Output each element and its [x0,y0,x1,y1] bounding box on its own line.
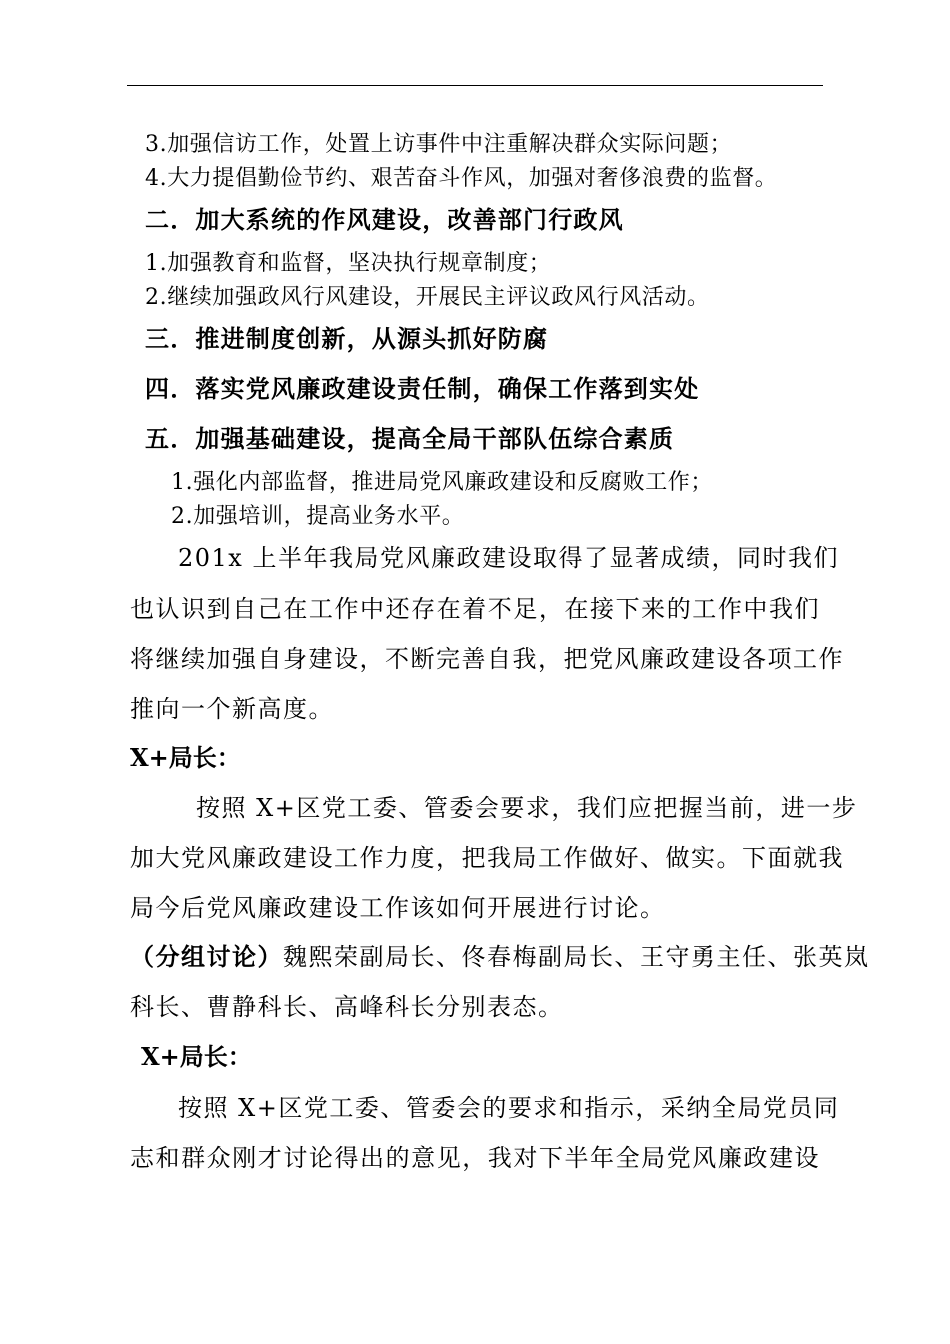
discussion-label: （分组讨论） [130,942,283,971]
section-heading: 二．加大系统的作风建设，改善部门行政风 [145,205,624,234]
paragraph-line: 推向一个新高度。 [130,695,334,723]
section-heading: 五．加强基础建设，提高全局干部队伍综合素质 [145,424,675,453]
paragraph-line: 按照 X+区党工委、管委会的要求和指示，采纳全局党员同 [178,1094,840,1122]
list-item: 3.加强信访工作，处置上访事件中注重解决群众实际问题； [145,132,733,157]
paragraph-line: 志和群众刚才讨论得出的意见，我对下半年全局党风廉政建设 [130,1144,820,1172]
list-item: 1.加强教育和监督，坚决执行规章制度； [145,251,552,276]
speaker-label: X+局长： [130,743,241,772]
paragraph-line: 局今后党风廉政建设工作该如何开展进行讨论。 [130,894,666,922]
list-item: 2.继续加强政风行风建设，开展民主评议政风行风活动。 [145,285,710,310]
list-item: 4.大力提倡勤俭节约、艰苦奋斗作风，加强对奢侈浪费的监督。 [145,166,778,191]
header-rule [127,85,823,86]
discussion-line [130,942,870,971]
paragraph-line: 也认识到自己在工作中还存在着不足，在接下来的工作中我们 [130,595,820,623]
paragraph-line: 科长、曹静科长、高峰科长分别表态。 [130,993,564,1021]
paragraph-line: 加大党风廉政建设工作力度，把我局工作做好、做实。下面就我 [130,844,844,872]
list-item: 1.强化内部监督，推进局党风廉政建设和反腐败工作； [171,470,713,495]
paragraph-line: 201x 上半年我局党风廉政建设取得了显著成绩，同时我们 [178,544,839,572]
section-heading: 三．推进制度创新，从源头抓好防腐 [145,324,549,353]
paragraph-line: 将继续加强自身建设，不断完善自我，把党风廉政建设各项工作 [130,645,844,673]
list-item: 2.加强培训，提高业务水平。 [171,504,465,529]
paragraph-line: 按照 X+区党工委、管委会要求，我们应把握当前，进一步 [196,794,858,822]
discussion-text: 魏熙荣副局长、佟春梅副局长、王守勇主任、张英岚 [283,943,870,971]
section-heading: 四．落实党风廉政建设责任制，确保工作落到实处 [145,374,700,403]
speaker-label: X+局长： [141,1042,252,1071]
